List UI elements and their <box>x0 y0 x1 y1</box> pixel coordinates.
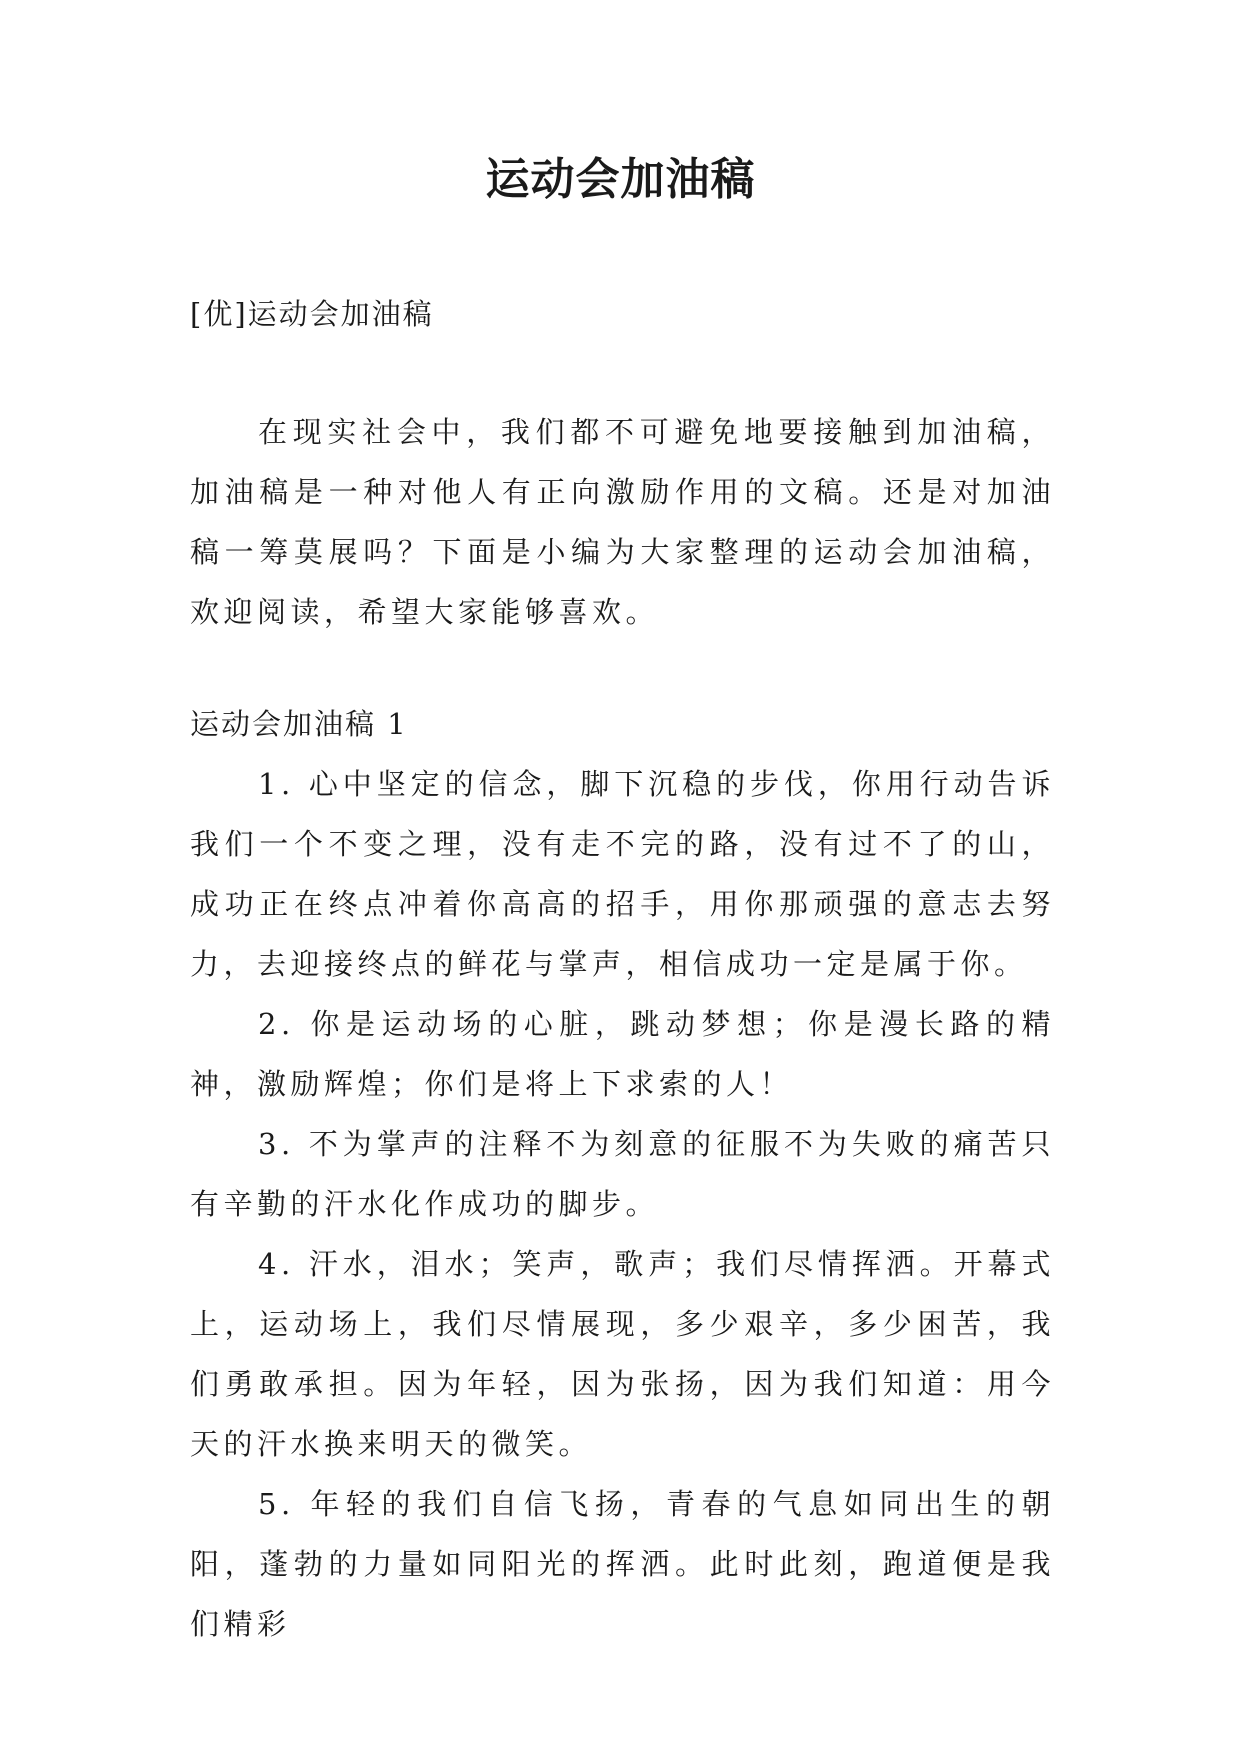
document-title: 运动会加油稿 <box>485 154 756 205</box>
intro-paragraph: 在现实社会中，我们都不可避免地要接触到加油稿，加油稿是一种对他人有正向激励作用的文稿。还是对加油稿一筹莫展吗？下面是小编为大家整理的运动会加油稿，欢迎阅读，希望大家能够喜欢。 <box>190 415 1055 629</box>
document-subtitle: [优]运动会加油稿 <box>190 297 434 331</box>
cheer-item: 4. 汗水，泪水；笑声，歌声；我们尽情挥洒。开幕式上，运动场上，我们尽情展现，多少艰辛，多少困苦，我们勇敢承担。因为年轻，因为张扬，因为我们知道：用今天的汗水换来明天的微笑。 <box>190 1247 1055 1461</box>
cheer-items-list <box>190 754 1055 1654</box>
cheer-item: 3. 不为掌声的注释不为刻意的征服不为失败的痛苦只有辛勤的汗水化作成功的脚步。 <box>190 1127 1055 1221</box>
cheer-item: 1. 心中坚定的信念，脚下沉稳的步伐，你用行动告诉我们一个不变之理，没有走不完的路，没有过不了的山，成功正在终点冲着你高高的招手，用你那顽强的意志去努力，去迎接终点的鲜花与掌声，相信成功一定是属于你。 <box>190 767 1055 981</box>
section-heading: 运动会加油稿 1 <box>190 707 408 741</box>
cheer-item: 5. 年轻的我们自信飞扬，青春的气息如同出生的朝阳，蓬勃的力量如同阳光的挥洒。此时此刻，跑道便是我们精彩 <box>190 1487 1055 1641</box>
cheer-item: 2. 你是运动场的心脏，跳动梦想；你是漫长路的精神，激励辉煌；你们是将上下求索的人！ <box>190 1007 1055 1101</box>
